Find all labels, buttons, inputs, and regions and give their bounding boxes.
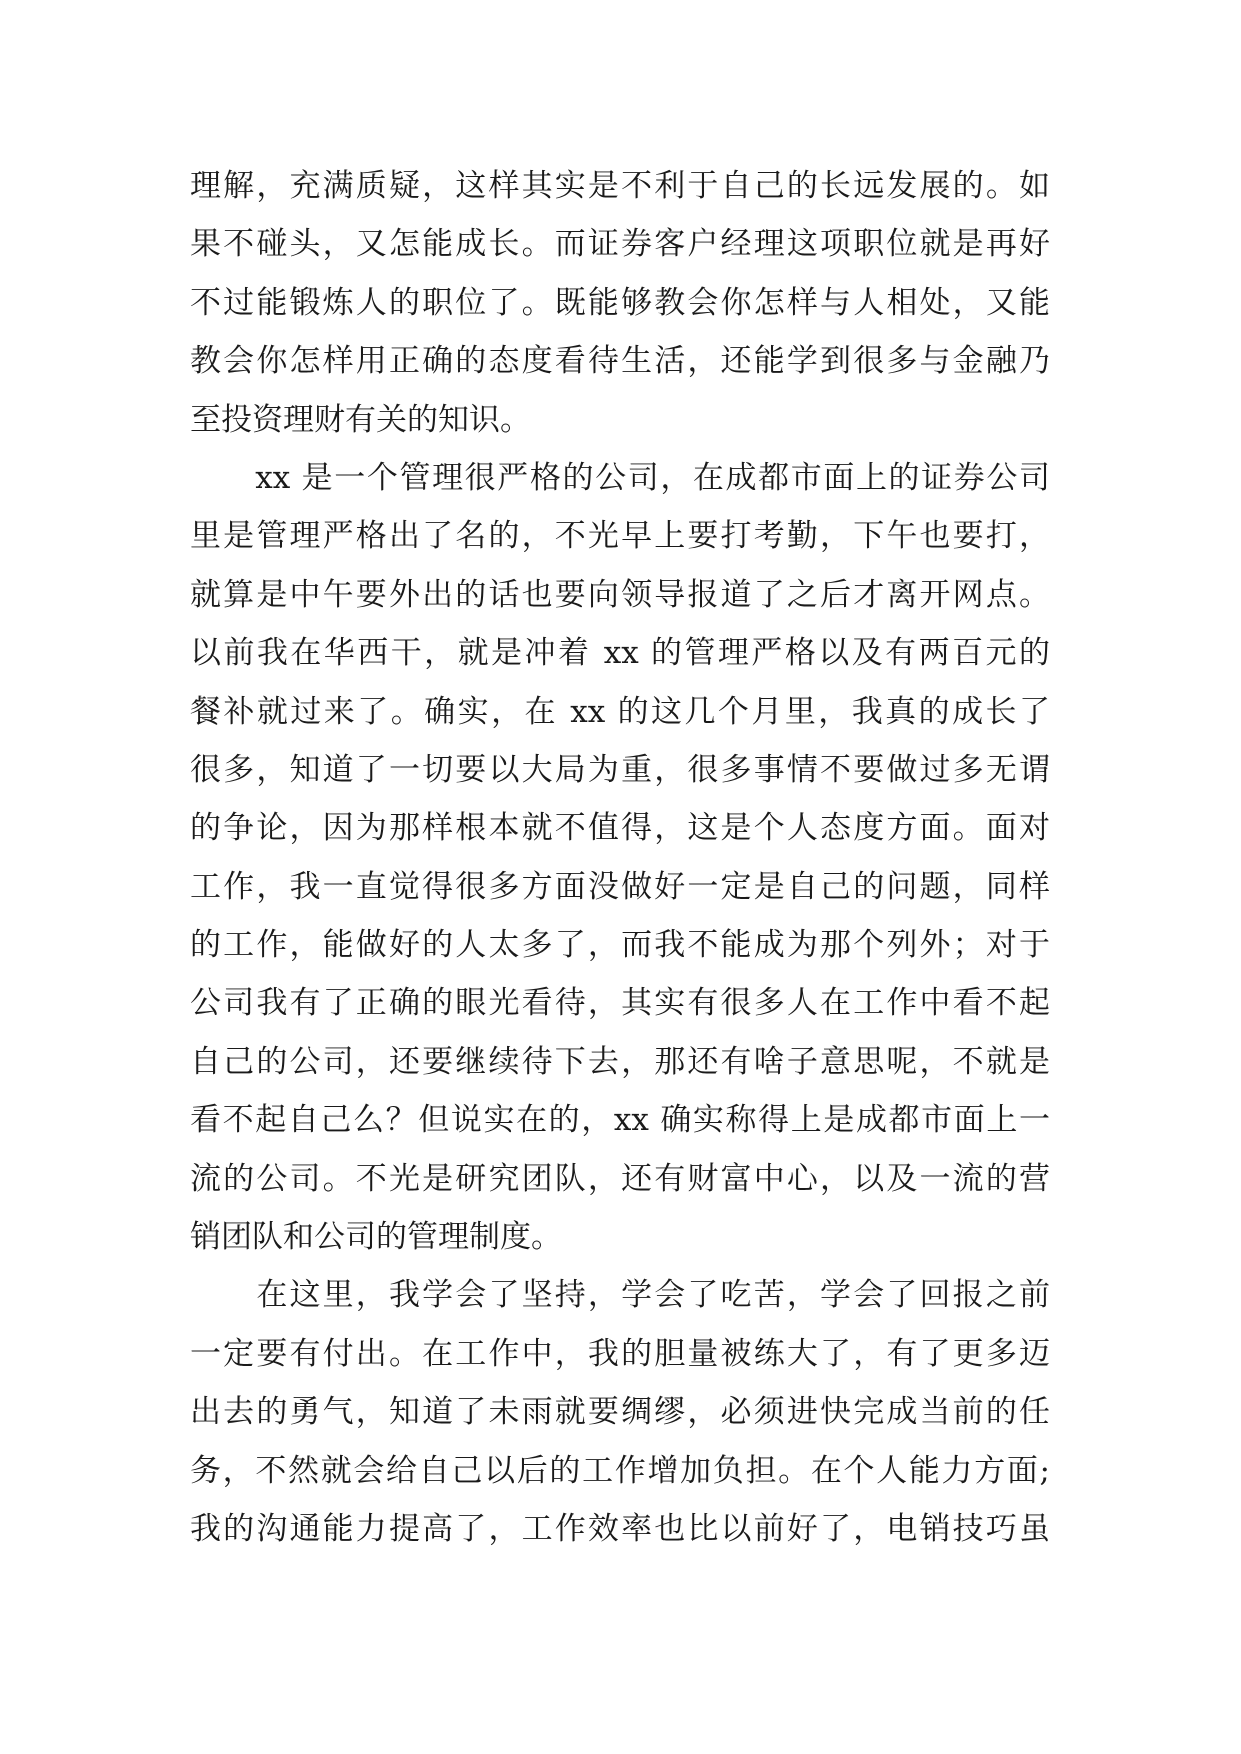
text-line: 里是管理严格出了名的，不光早上要打考勤，下午也要打， [190, 518, 1050, 555]
text-line: 工作，我一直觉得很多方面没做好一定是自己的问题，同样 [190, 868, 1050, 905]
text-line: 不过能锻炼人的职位了。既能够教会你怎样与人相处，又能 [190, 284, 1050, 321]
text-line: 自己的公司，还要继续待下去，那还有啥子意思呢，不就是 [190, 1043, 1050, 1080]
text-line: 的工作，能做好的人太多了，而我不能成为那个列外；对于 [190, 927, 1050, 964]
text-line: 以前我在华西干，就是冲着 xx 的管理严格以及有两百元的 [190, 635, 1050, 672]
text-line: xx 是一个管理很严格的公司，在成都市面上的证券公司 [190, 459, 1050, 496]
text-line: 我的沟通能力提高了，工作效率也比以前好了，电销技巧虽 [190, 1510, 1050, 1547]
text-line: 理解，充满质疑，这样其实是不利于自己的长远发展的。如 [190, 168, 1050, 204]
text-line: 流的公司。不光是研究团队，还有财富中心，以及一流的营 [190, 1160, 1050, 1197]
text-line: 出去的勇气，知道了未雨就要绸缪，必须进快完成当前的任 [190, 1394, 1050, 1431]
text-line: 一定要有付出。在工作中，我的胆量被练大了，有了更多迈 [190, 1335, 1050, 1372]
text-line: 餐补就过来了。确实，在 xx 的这几个月里，我真的成长了 [190, 693, 1050, 730]
body-text [190, 157, 1050, 1558]
text-line: 在这里，我学会了坚持，学会了吃苦，学会了回报之前 [190, 1277, 1050, 1314]
text-line: 很多，知道了一切要以大局为重，很多事情不要做过多无谓 [190, 751, 1050, 788]
text-line: 至投资理财有关的知识。 [190, 401, 531, 438]
text-line: 销团队和公司的管理制度。 [190, 1219, 562, 1256]
text-line: 就算是中午要外出的话也要向领导报道了之后才离开网点。 [190, 576, 1050, 613]
text-line: 务，不然就会给自己以后的工作增加负担。在个人能力方面; [190, 1452, 1050, 1489]
text-line: 果不碰头，又怎能成长。而证券客户经理这项职位就是再好 [190, 226, 1050, 263]
text-line: 的争论，因为那样根本就不值得，这是个人态度方面。面对 [190, 810, 1050, 847]
text-line: 公司我有了正确的眼光看待，其实有很多人在工作中看不起 [190, 985, 1050, 1022]
text-line: 看不起自己么？但说实在的，xx 确实称得上是成都市面上一 [190, 1102, 1050, 1139]
text-line: 教会你怎样用正确的态度看待生活，还能学到很多与金融乃 [190, 343, 1050, 380]
